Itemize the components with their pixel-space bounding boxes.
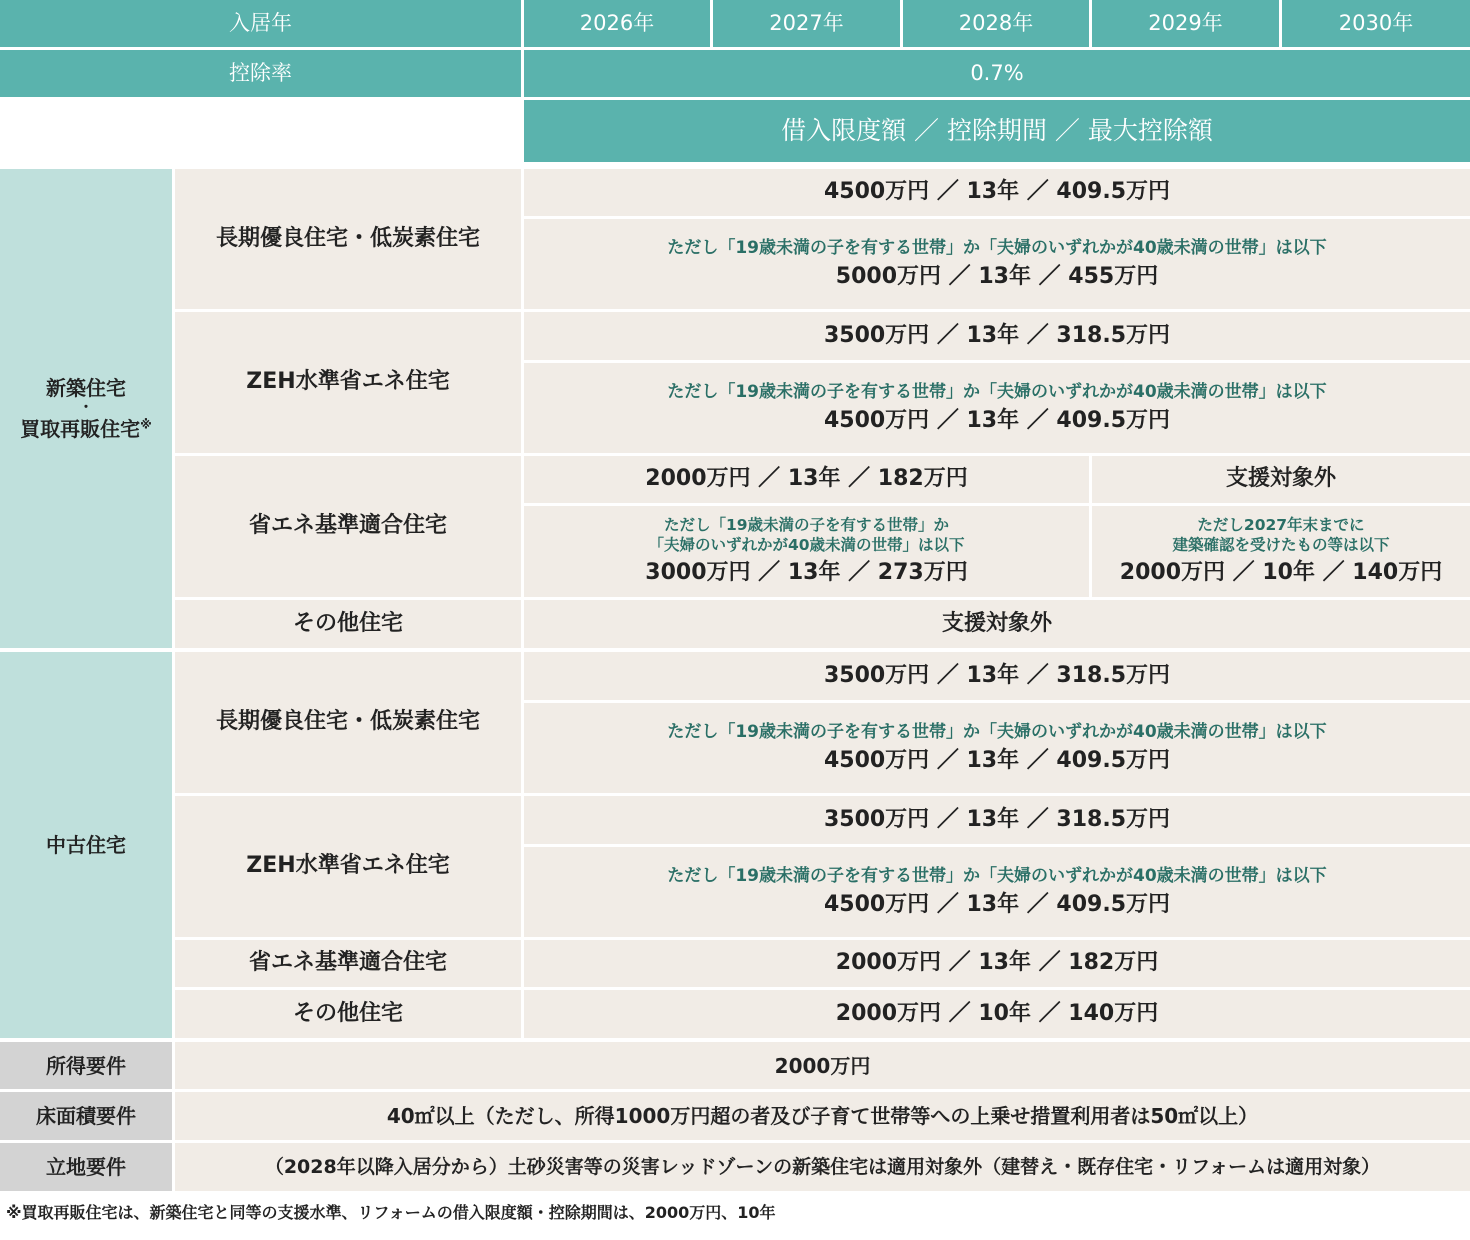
used-zeh-label-cell [175,796,521,937]
floor-requirement-value-cell [175,1092,1470,1140]
used-zeh-base: 3500万円 ／ 13年 ／ 318.5万円 [823,806,1171,832]
location-requirement-value: （2028年以降入居分から）土砂災害等の災害レッドゾーンの新築住宅は適用対象外（建替え・既存住宅・リフォームは適用対象） [264,1155,1381,1178]
footnote: ※買取再販住宅は、新築住宅と同等の支援水準、リフォームの借入限度額・控除期間は、2000万円、10年 [6,1203,776,1222]
income-requirement-value-cell [175,1042,1470,1089]
used-energy-std-value-cell [524,940,1470,987]
used-long-term-note: ただし「19歳未満の子を有する世帯」か「夫婦のいずれかが40歳未満の世帯」は以下 [667,721,1327,742]
new-other-label: その他住宅 [292,610,403,636]
year-2030-cell [1282,0,1470,47]
new-energy-std-base-left-cell [524,456,1089,503]
used-zeh-label: ZEH水準省エネ住宅 [246,853,450,879]
category-new-dot: ・ [79,399,93,416]
category-used-housing [0,652,172,1038]
income-requirement-value: 2000万円 [774,1053,871,1078]
new-energy-std-special-right: 2000万円 ／ 10年 ／ 140万円 [1119,560,1443,586]
new-energy-std-label-cell [175,456,521,597]
used-zeh-special-cell [524,847,1470,937]
used-other-label-cell [175,990,521,1038]
year-2030: 2030年 [1338,10,1414,35]
new-zeh-base: 3500万円 ／ 13年 ／ 318.5万円 [823,322,1171,348]
used-long-term-special: 4500万円 ／ 13年 ／ 409.5万円 [823,747,1171,773]
year-2027: 2027年 [769,10,844,35]
new-energy-std-special-left-cell [524,506,1089,597]
new-energy-std-base-right-cell [1092,456,1470,503]
new-energy-std-label: 省エネ基準適合住宅 [248,513,447,539]
year-label: 入居年 [229,10,292,35]
year-label-cell [0,0,521,47]
used-other-label: その他住宅 [292,1000,403,1026]
category-new-housing [0,169,172,648]
floor-requirement-label: 床面積要件 [36,1104,136,1128]
new-energy-std-special-left: 3000万円 ／ 13年 ／ 273万円 [645,560,968,586]
year-2029-cell [1092,0,1279,47]
used-zeh-base-cell [524,796,1470,844]
year-2026: 2026年 [579,10,655,35]
new-other-label-cell [175,600,521,648]
new-long-term-special: 5000万円 ／ 13年 ／ 455万円 [835,263,1159,289]
new-energy-std-note-left-2: 「夫婦のいずれかが40歳未満の世帯」は以下 [648,536,965,555]
new-other-value: 支援対象外 [941,610,1052,636]
year-2027-cell [713,0,900,47]
new-zeh-special-cell [524,363,1470,453]
used-long-term-special-cell [524,703,1470,793]
new-energy-std-base-right: 支援対象外 [1225,466,1336,492]
new-energy-std-note-left-1: ただし「19歳未満の子を有する世帯」か [663,516,950,535]
year-2028: 2028年 [958,10,1034,35]
limit-header: 借入限度額 ／ 控除期間 ／ 最大控除額 [781,115,1213,145]
new-zeh-base-cell [524,312,1470,360]
used-energy-std-value: 2000万円 ／ 13年 ／ 182万円 [835,950,1159,976]
used-other-value-cell [524,990,1470,1038]
location-requirement-value-cell [175,1143,1470,1191]
category-new-mark: ※ [140,417,152,432]
used-other-value: 2000万円 ／ 10年 ／ 140万円 [835,1000,1159,1026]
used-long-term-label-cell [175,652,521,793]
income-requirement-label: 所得要件 [46,1053,126,1078]
used-zeh-special: 4500万円 ／ 13年 ／ 409.5万円 [823,891,1171,917]
new-long-term-base: 4500万円 ／ 13年 ／ 409.5万円 [823,179,1171,205]
limit-header-cell [524,100,1470,162]
new-long-term-label: 長期優良住宅・低炭素住宅 [215,225,480,251]
new-zeh-label: ZEH水準省エネ住宅 [246,369,450,395]
rate-label: 控除率 [229,60,292,85]
category-new-line2-wrap [20,416,152,442]
location-requirement-label-cell [0,1143,172,1191]
rate-value: 0.7% [970,60,1024,85]
used-long-term-base-cell [524,652,1470,700]
used-long-term-base: 3500万円 ／ 13年 ／ 318.5万円 [823,662,1171,688]
category-used-label: 中古住宅 [46,833,126,857]
new-zeh-special: 4500万円 ／ 13年 ／ 409.5万円 [823,407,1171,433]
rate-value-cell [524,50,1470,97]
used-energy-std-label-cell [175,940,521,987]
income-requirement-label-cell [0,1042,172,1089]
category-new-line1: 新築住宅 [46,375,126,400]
year-2029: 2029年 [1148,10,1223,35]
new-energy-std-note-right-1: ただし2027年末までに [1197,516,1365,535]
new-long-term-note: ただし「19歳未満の子を有する世帯」か「夫婦のいずれかが40歳未満の世帯」は以下 [667,237,1327,258]
used-zeh-note: ただし「19歳未満の子を有する世帯」か「夫婦のいずれかが40歳未満の世帯」は以下 [667,865,1327,886]
new-long-term-special-cell [524,219,1470,309]
new-zeh-label-cell [175,312,521,453]
new-long-term-base-cell [524,169,1470,216]
new-other-value-cell [524,600,1470,648]
rate-label-cell [0,50,521,97]
new-energy-std-note-right-2: 建築確認を受けたもの等は以下 [1172,536,1390,555]
used-energy-std-label: 省エネ基準適合住宅 [248,950,447,976]
new-energy-std-special-right-cell [1092,506,1470,597]
floor-requirement-value: 40㎡以上（ただし、所得1000万円超の者及び子育て世帯等への上乗せ措置利用者は50㎡以上） [386,1104,1259,1128]
location-requirement-label: 立地要件 [46,1155,126,1179]
new-long-term-label-cell [175,169,521,309]
floor-requirement-label-cell [0,1092,172,1140]
new-zeh-note: ただし「19歳未満の子を有する世帯」か「夫婦のいずれかが40歳未満の世帯」は以下 [667,381,1327,402]
year-2026-cell [524,0,710,47]
year-2028-cell [903,0,1089,47]
new-energy-std-base-left: 2000万円 ／ 13年 ／ 182万円 [645,466,968,492]
used-long-term-label: 長期優良住宅・低炭素住宅 [215,709,480,735]
category-new-line2: 買取再販住宅 [20,417,141,442]
